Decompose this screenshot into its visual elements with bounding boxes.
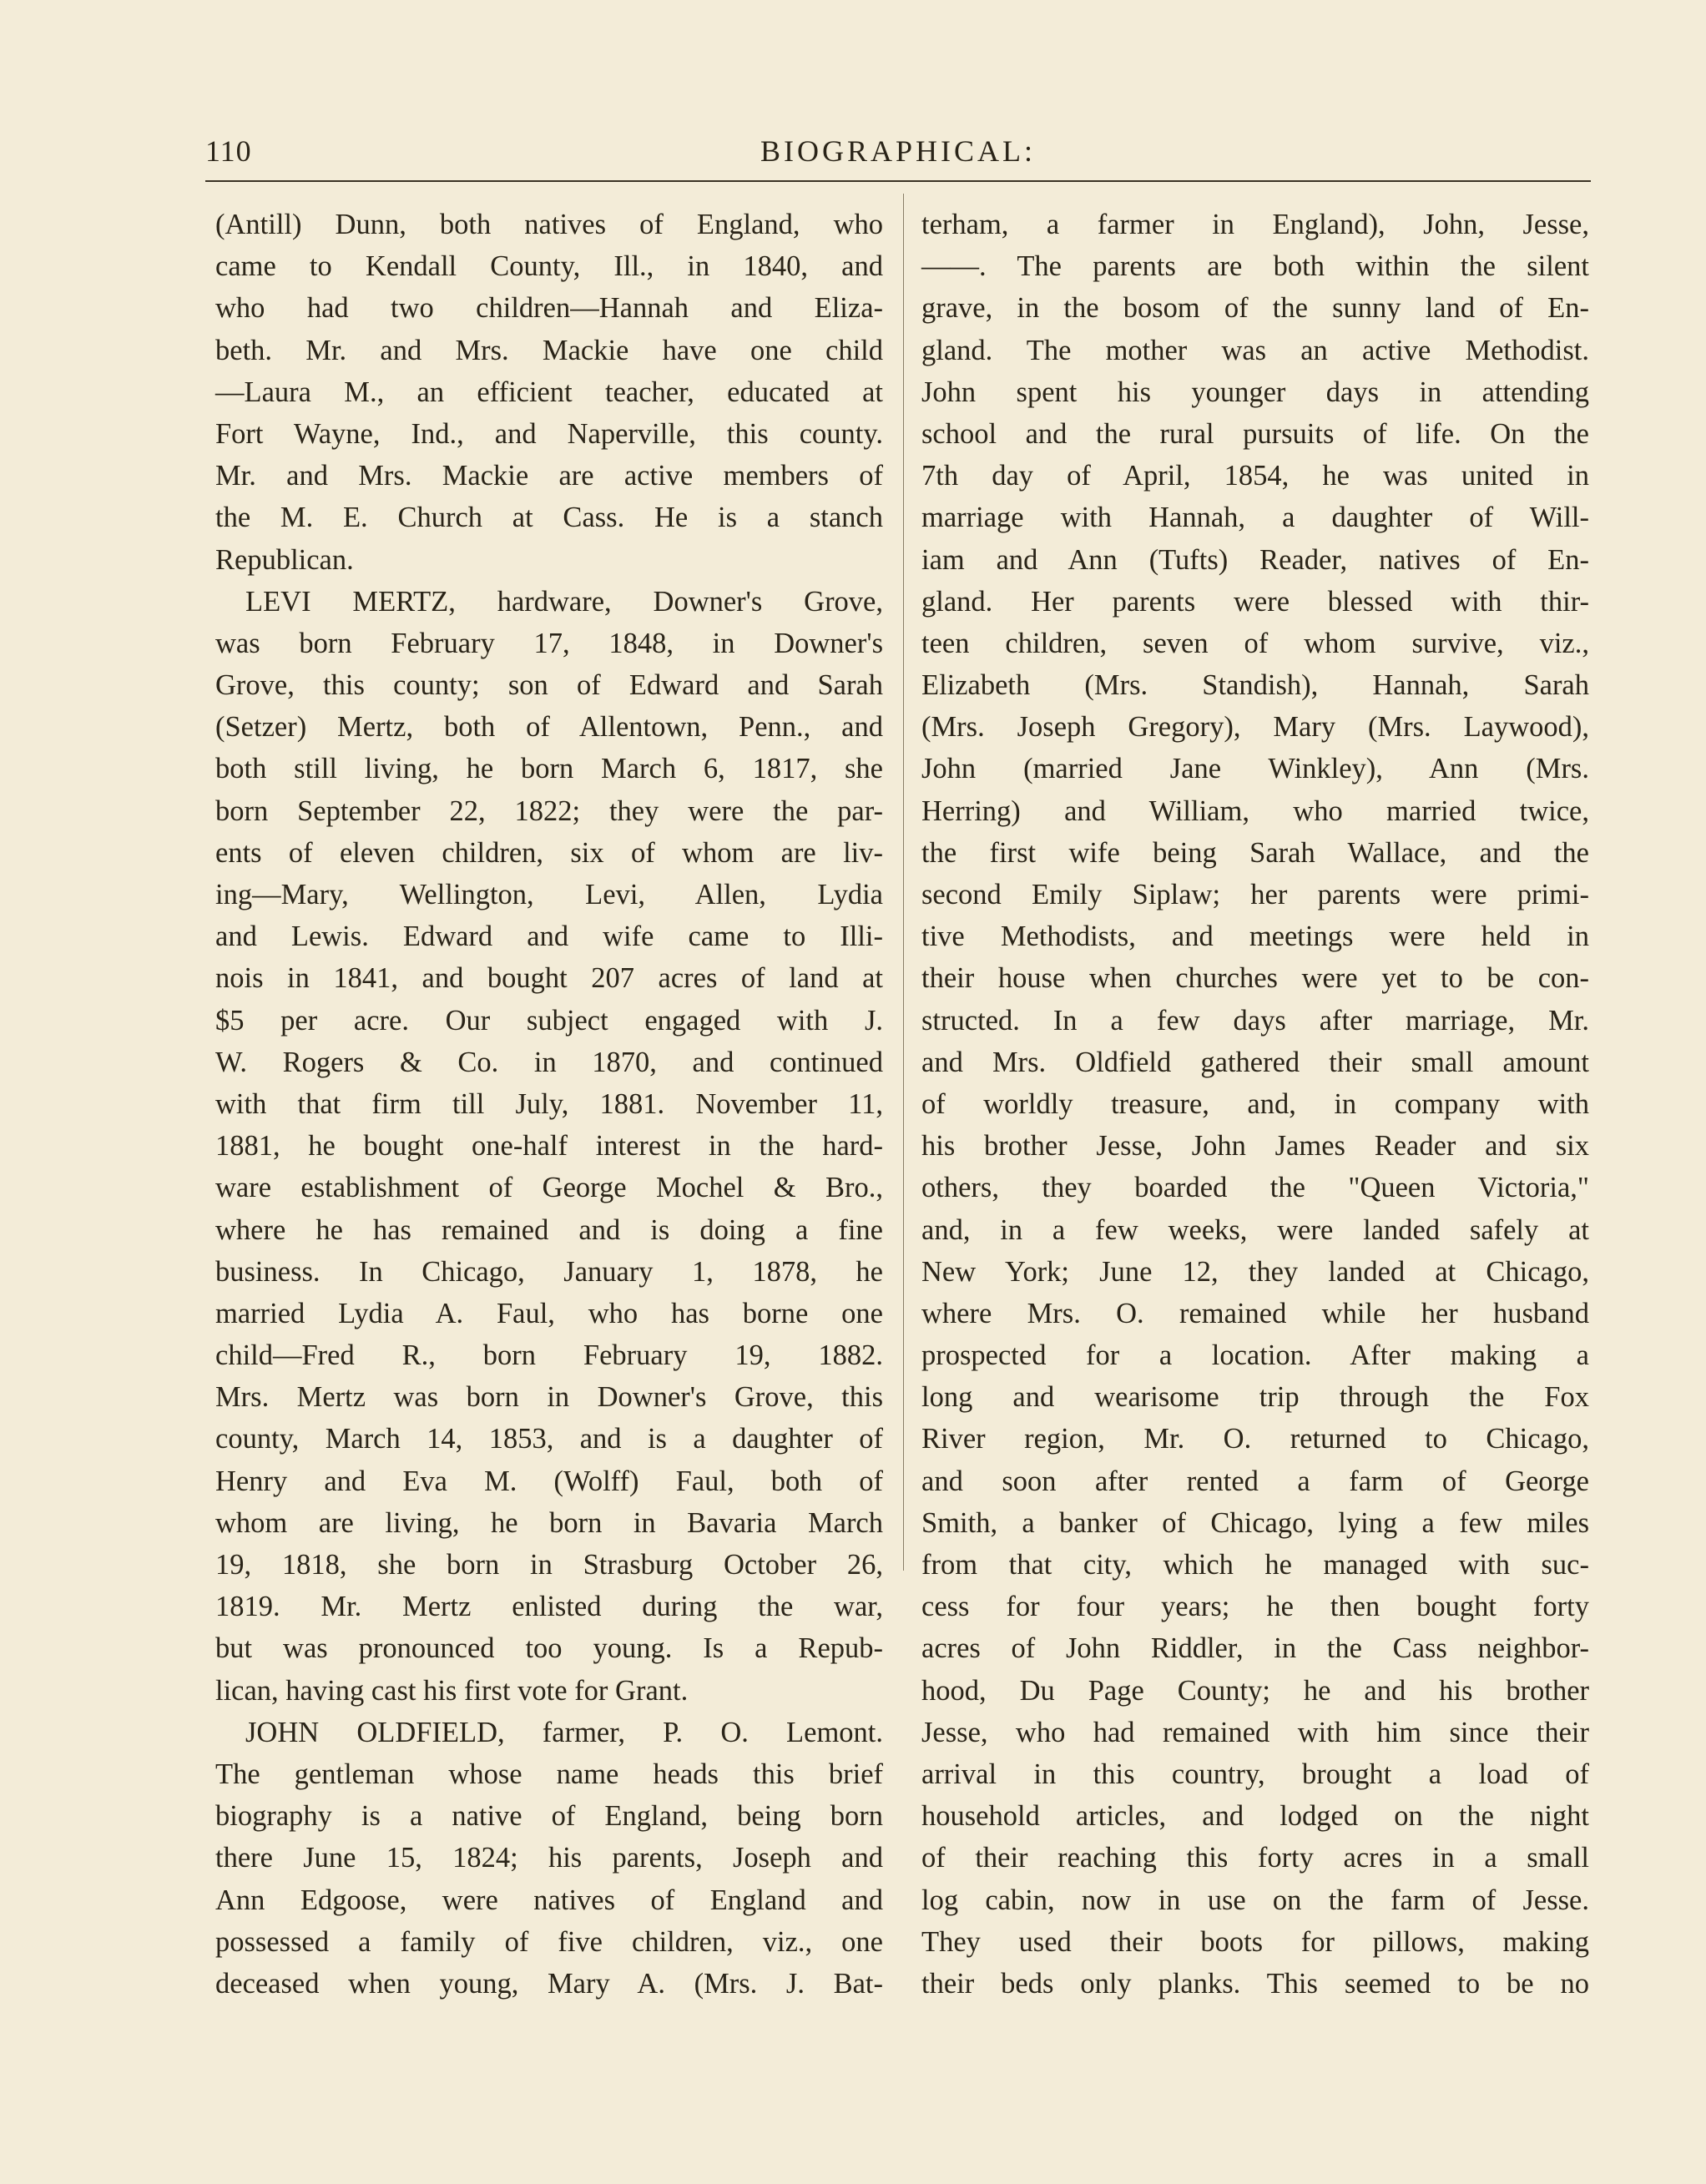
text-line: John (married Jane Winkley), Ann (Mrs.: [921, 753, 1589, 785]
text-line: their beds only planks. This seemed to be no: [921, 1967, 1589, 2000]
text-line: gland. The mother was an active Methodist.: [921, 334, 1589, 366]
text-line: (Mrs. Joseph Gregory), Mary (Mrs. Laywood),: [921, 711, 1589, 744]
text-line: and Mrs. Oldfield gathered their small amount: [921, 1046, 1589, 1078]
text-line: child—Fred R., born February 19, 1882.: [215, 1339, 883, 1372]
text-line: Ann Edgoose, were natives of England and: [215, 1884, 883, 1916]
text-line: 1819. Mr. Mertz enlisted during the war,: [215, 1591, 883, 1623]
text-line: and, in a few weeks, were landed safely at: [921, 1213, 1589, 1246]
text-line: nois in 1841, and bought 207 acres of land at: [215, 962, 883, 995]
text-line: their house when churches were yet to be con-: [921, 962, 1589, 995]
text-line: Mrs. Mertz was born in Downer's Grove, this: [215, 1381, 883, 1414]
header-rule: [205, 180, 1591, 182]
text-line: They used their boots for pillows, making: [921, 1925, 1589, 1958]
text-line: whom are living, he born in Bavaria March: [215, 1506, 883, 1539]
text-line: $5 per acre. Our subject engaged with J.: [215, 1004, 883, 1037]
text-line: but was pronounced too young. Is a Repub-: [215, 1632, 883, 1665]
text-line: household articles, and lodged on the night: [921, 1800, 1589, 1833]
text-line: from that city, which he managed with suc-: [921, 1549, 1589, 1581]
text-line: grave, in the bosom of the sunny land of En-: [921, 292, 1589, 325]
text-line: there June 15, 1824; his parents, Joseph and: [215, 1842, 883, 1874]
text-line: (Setzer) Mertz, both of Allentown, Penn., and: [215, 711, 883, 744]
column-divider: [903, 194, 904, 1571]
text-line: Republican.: [215, 543, 354, 576]
text-line: ware establishment of George Mochel & Bro.,: [215, 1172, 883, 1204]
text-line: arrival in this country, brought a load of: [921, 1758, 1589, 1790]
text-line: ——. The parents are both within the silent: [921, 250, 1589, 283]
text-line: Jesse, who had remained with him since their: [921, 1716, 1589, 1748]
text-line: iam and Ann (Tufts) Reader, natives of En-: [921, 543, 1589, 576]
text-line: New York; June 12, they landed at Chicago,: [921, 1255, 1589, 1288]
text-line: of their reaching this forty acres in a small: [921, 1842, 1589, 1874]
text-line: —Laura M., an efficient teacher, educated at: [215, 376, 883, 408]
text-line: W. Rogers & Co. in 1870, and continued: [215, 1046, 883, 1078]
text-line: second Emily Siplaw; her parents were primi-: [921, 879, 1589, 910]
text-line: Herring) and William, who married twice,: [921, 794, 1589, 827]
text-line: county, March 14, 1853, and is a daughter of: [215, 1423, 883, 1455]
text-line: married Lydia A. Faul, who has borne one: [215, 1297, 883, 1329]
text-line: 19, 1818, she born in Strasburg October 26,: [215, 1549, 883, 1581]
text-line: terham, a farmer in England), John, Jesse,: [921, 209, 1589, 240]
text-line: ents of eleven children, six of whom are liv-: [215, 836, 883, 869]
text-line: River region, Mr. O. returned to Chicago,: [921, 1423, 1589, 1455]
text-line: 1881, he bought one-half interest in the hard-: [215, 1130, 883, 1163]
text-line: Fort Wayne, Ind., and Naperville, this county.: [215, 417, 883, 450]
text-line: beth. Mr. and Mrs. Mackie have one child: [215, 334, 883, 366]
page-header: [205, 134, 1591, 175]
text-line: teen children, seven of whom survive, viz.,: [921, 627, 1589, 659]
text-line: others, they boarded the "Queen Victoria,": [921, 1172, 1589, 1204]
running-head: BIOGRAPHICAL:: [760, 134, 1036, 168]
text-line: biography is a native of England, being born: [215, 1800, 883, 1833]
text-line: where he has remained and is doing a fine: [215, 1213, 883, 1246]
text-line: John spent his younger days in attending: [921, 376, 1589, 408]
text-line: business. In Chicago, January 1, 1878, he: [215, 1255, 883, 1288]
text-line: born September 22, 1822; they were the par-: [215, 794, 883, 827]
text-line: LEVI MERTZ, hardware, Downer's Grove,: [245, 585, 883, 618]
text-line: tive Methodists, and meetings were held in: [921, 921, 1589, 953]
text-line: cess for four years; he then bought forty: [921, 1591, 1589, 1623]
text-line: was born February 17, 1848, in Downer's: [215, 627, 883, 659]
text-line: and soon after rented a farm of George: [921, 1465, 1589, 1497]
text-line: with that firm till July, 1881. November 11,: [215, 1087, 883, 1120]
text-line: JOHN OLDFIELD, farmer, P. O. Lemont.: [245, 1716, 883, 1748]
text-line: acres of John Riddler, in the Cass neighbor-: [921, 1632, 1589, 1665]
text-line: Henry and Eva M. (Wolff) Faul, both of: [215, 1465, 883, 1497]
text-line: structed. In a few days after marriage, Mr.: [921, 1004, 1589, 1037]
text-line: his brother Jesse, John James Reader and six: [921, 1130, 1589, 1163]
text-line: 7th day of April, 1854, he was united in: [921, 460, 1589, 492]
text-line: lican, having cast his first vote for Grant.: [215, 1674, 689, 1707]
text-line: ing—Mary, Wellington, Levi, Allen, Lydia: [215, 879, 883, 910]
text-line: who had two children—Hannah and Eliza-: [215, 292, 883, 325]
text-line: hood, Du Page County; he and his brother: [921, 1674, 1589, 1707]
text-line: Grove, this county; son of Edward and Sarah: [215, 669, 883, 702]
text-line: long and wearisome trip through the Fox: [921, 1381, 1589, 1414]
text-line: marriage with Hannah, a daughter of Will-: [921, 502, 1589, 534]
text-line: came to Kendall County, Ill., in 1840, and: [215, 250, 883, 283]
text-line: (Antill) Dunn, both natives of England, who: [215, 209, 883, 240]
text-line: and Lewis. Edward and wife came to Illi-: [215, 921, 883, 953]
text-line: where Mrs. O. remained while her husband: [921, 1297, 1589, 1329]
text-line: the M. E. Church at Cass. He is a stanch: [215, 502, 883, 534]
right-column: [921, 204, 1589, 2005]
text-line: The gentleman whose name heads this brief: [215, 1758, 883, 1790]
page-number: 110: [205, 134, 252, 168]
text-line: deceased when young, Mary A. (Mrs. J. Bat-: [215, 1967, 883, 2000]
text-line: possessed a family of five children, viz., one: [215, 1925, 883, 1958]
text-line: Elizabeth (Mrs. Standish), Hannah, Sarah: [921, 669, 1589, 702]
text-line: gland. Her parents were blessed with thir-: [921, 585, 1589, 618]
text-line: school and the rural pursuits of life. On the: [921, 417, 1589, 450]
text-line: log cabin, now in use on the farm of Jesse.: [921, 1884, 1589, 1916]
text-line: Smith, a banker of Chicago, lying a few miles: [921, 1506, 1589, 1539]
text-line: of worldly treasure, and, in company with: [921, 1087, 1589, 1120]
text-line: Mr. and Mrs. Mackie are active members of: [215, 460, 883, 492]
text-line: both still living, he born March 6, 1817, she: [215, 753, 883, 785]
text-line: the first wife being Sarah Wallace, and the: [921, 836, 1589, 869]
left-column: [215, 204, 883, 2005]
text-line: prospected for a location. After making a: [921, 1339, 1589, 1372]
